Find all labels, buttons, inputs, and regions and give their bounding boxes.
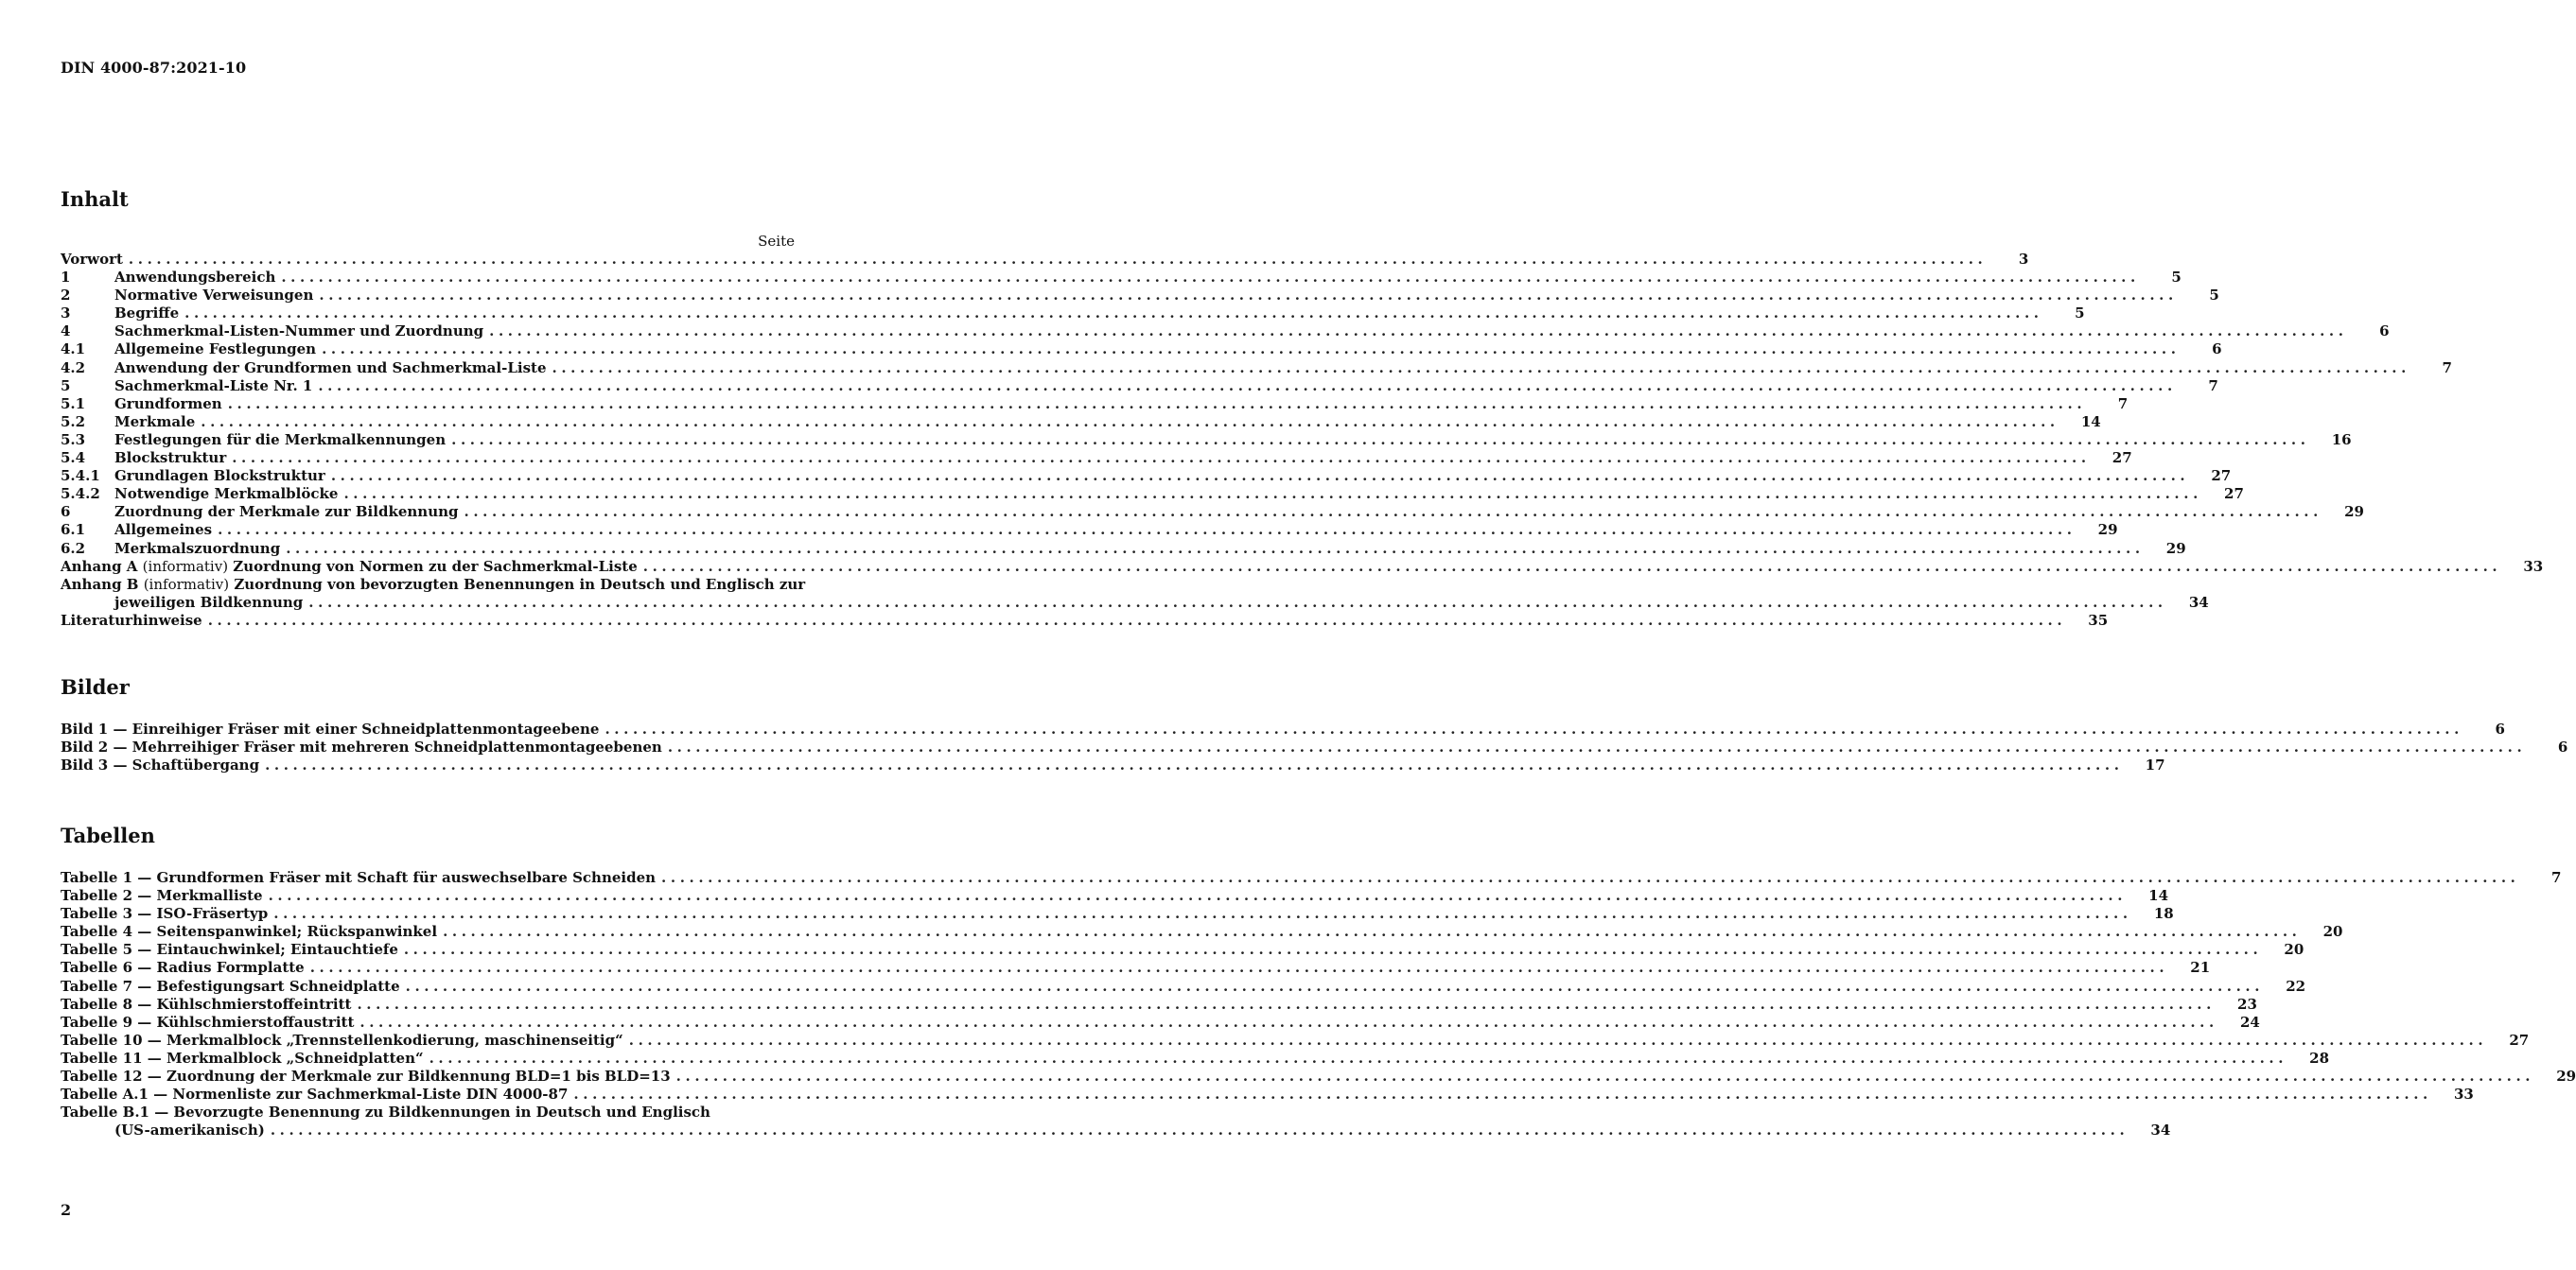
toc-entry-title: Normative Verweisungen (114, 287, 314, 304)
toc-entry-title: Bild 3 — Schaftübergang (61, 757, 260, 774)
toc-entry[interactable] (61, 503, 2364, 521)
toc-section-number: 6.1 (61, 521, 86, 539)
leader-dots: ........................................................................................................................................................................................................ (232, 449, 2091, 467)
tabelle-entry[interactable] (61, 959, 2211, 977)
tabelle-entry[interactable] (61, 941, 2304, 959)
toc-page-number: 29 (2097, 521, 2118, 539)
toc-section-number: 5 (61, 376, 71, 394)
leader-dots: ........................................................................................................................................................................................................ (357, 995, 2216, 1013)
toc-entry-title: Tabelle 6 — Radius Formplatte (61, 959, 305, 977)
toc-page-number: 5 (2209, 287, 2219, 304)
toc-page-number: 18 (2153, 905, 2174, 923)
toc-entry-title: Allgemeines (114, 521, 213, 539)
leader-dots: ........................................................................................................................................................................................................ (429, 1049, 2288, 1067)
leader-dots: ........................................................................................................................................................................................................ (184, 304, 2043, 322)
toc-page-number: 6 (2212, 340, 2222, 358)
leader-dots: ........................................................................................................................................................................................................ (270, 1122, 2129, 1140)
leader-dots: ........................................................................................................................................................................................................ (309, 959, 2169, 977)
toc-entry[interactable] (61, 430, 2352, 449)
toc-page-number: 33 (2453, 1086, 2474, 1104)
toc-entry-title: Tabelle 1 — Grundformen Fräser mit Schaft für auswechselbare Schneiden (61, 869, 657, 886)
heading-bilder: Bilder (61, 675, 130, 699)
leader-dots: ........................................................................................................................................................................................................ (273, 905, 2132, 923)
heading-inhalt: Inhalt (61, 187, 129, 211)
toc-entry-title: Allgemeine Festlegungen (114, 340, 317, 358)
tabelle-entry[interactable] (61, 1068, 2576, 1086)
toc-page-number: 16 (2331, 430, 2352, 448)
toc-section-number: 4.1 (61, 340, 86, 358)
bild-entry[interactable] (61, 739, 2568, 757)
toc-entry[interactable] (61, 358, 2452, 377)
leader-dots: ........................................................................................................................................................................................................ (319, 287, 2178, 304)
tabelle-entry[interactable] (61, 995, 2257, 1014)
toc-page-number: 14 (2080, 412, 2101, 430)
tabelle-entry[interactable] (61, 923, 2343, 941)
leader-dots: ........................................................................................................................................................................................................ (207, 611, 2067, 629)
anhang-b-prefix: Anhang B (61, 575, 139, 593)
toc-page-number: 7 (2551, 869, 2562, 886)
toc-entry-title: Tabelle 4 — Seitenspanwinkel; Rückspanwinkel (61, 923, 438, 941)
toc-entry[interactable] (61, 340, 2222, 358)
leader-dots: ........................................................................................................................................................................................................ (286, 539, 2145, 557)
toc-entry-title: Tabelle A.1 — Normenliste zur Sachmerkmal-Liste DIN 4000-87 (61, 1086, 569, 1104)
toc-page-number: 33 (2523, 557, 2544, 575)
toc-page-number: 34 (2150, 1122, 2171, 1140)
toc-entry[interactable] (61, 539, 2186, 558)
toc-entry[interactable] (61, 394, 2129, 413)
toc-entry-anhang-b[interactable] (61, 575, 806, 594)
leader-dots: ........................................................................................................................................................................................................ (281, 269, 2140, 287)
leader-dots: ........................................................................................................................................................................................................ (405, 977, 2265, 995)
toc-entry-tabelle-b1[interactable] (61, 1104, 795, 1122)
toc-section-number: 1 (61, 269, 71, 287)
toc-section-number: 6.2 (61, 539, 86, 557)
toc-entry-anhang-a[interactable] (61, 557, 2544, 576)
anhang-b-title-line2: jeweiligen Bildkennung (114, 593, 304, 611)
toc-entry-title: Merkmale (114, 412, 196, 430)
toc-section-number: 6 (61, 503, 71, 521)
toc-entry-title: Tabelle 9 — Kühlschmierstoffaustritt (61, 1013, 355, 1031)
tabelle-b1-title-line2: (US-amerikanisch) (114, 1122, 265, 1140)
leader-dots: ........................................................................................................................................................................................................ (661, 869, 2520, 886)
toc-entry[interactable] (61, 521, 2118, 539)
toc-section-number: 5.4 (61, 449, 86, 467)
literatur-title: Literaturhinweise (61, 611, 202, 629)
toc-entry-title: Tabelle 12 — Zuordnung der Merkmale zur Bildkennung BLD=1 bis BLD=13 (61, 1068, 671, 1086)
leader-dots: ........................................................................................................................................................................................................ (322, 340, 2181, 358)
toc-entry-title: Zuordnung der Merkmale zur Bildkennung (114, 503, 459, 521)
toc-section-number: 5.4.2 (61, 485, 100, 503)
toc-page-number: 23 (2237, 995, 2257, 1013)
toc-entry[interactable] (61, 304, 2085, 322)
toc-entry-title: Grundlagen Blockstruktur (114, 467, 325, 485)
leader-dots: ........................................................................................................................................................................................................ (268, 887, 2128, 905)
tabelle-entry[interactable] (61, 869, 2562, 887)
bild-entry[interactable] (61, 721, 2505, 739)
toc-entry-title: Tabelle 7 — Befestigungsart Schneidplatte (61, 977, 400, 995)
leader-dots: ........................................................................................................................................................................................................ (552, 358, 2410, 376)
leader-dots: ........................................................................................................................................................................................................ (318, 376, 2177, 394)
toc-entry[interactable] (61, 376, 2218, 395)
toc-entry-anhang-b-cont[interactable] (61, 593, 2209, 612)
toc-section-number: 2 (61, 287, 71, 304)
toc-entry-title: Grundformen (114, 394, 222, 412)
toc-page-number: 28 (2309, 1049, 2330, 1067)
heading-tabellen: Tabellen (61, 824, 155, 847)
toc-page-number: 22 (2286, 977, 2306, 995)
toc-page-number: 3 (2018, 251, 2029, 268)
toc-tabellen (61, 869, 2576, 1140)
page-number: 2 (61, 1201, 72, 1219)
leader-dots: ........................................................................................................................................................................................................ (265, 757, 2124, 774)
toc-page-number: 29 (2344, 503, 2364, 521)
leader-dots: ........................................................................................................................................................................................................ (403, 941, 2263, 959)
leader-dots: ........................................................................................................................................................................................................ (489, 322, 2348, 340)
toc-entry-title: Anwendungsbereich (114, 269, 276, 287)
toc-entry-title: Tabelle 3 — ISO-Fräsertyp (61, 905, 269, 923)
anhang-b-title-line1: Zuordnung von bevorzugten Benennungen in Deutsch und Englisch zur (234, 575, 806, 593)
tabelle-entry[interactable] (61, 1031, 2530, 1050)
toc-entry-title: Sachmerkmal-Liste Nr. 1 (114, 376, 313, 394)
leader-dots: ........................................................................................................................................................................................................ (605, 721, 2463, 738)
toc-page-number: 7 (2208, 376, 2218, 394)
toc-section-number: 5.4.1 (61, 467, 100, 485)
toc-entry-title: Vorwort (61, 251, 123, 268)
toc-section-number: 4 (61, 322, 71, 340)
toc-section-number: 3 (61, 304, 71, 322)
leader-dots: ........................................................................................................................................................................................................ (451, 430, 2310, 448)
toc-entry[interactable] (61, 412, 2101, 431)
leader-dots: ........................................................................................................................................................................................................ (443, 923, 2302, 941)
tabelle-entry[interactable] (61, 887, 2169, 905)
leader-dots: ........................................................................................................................................................................................................ (218, 521, 2077, 539)
toc-section-number: 5.1 (61, 394, 86, 412)
toc-entry-title: Tabelle 2 — Merkmalliste (61, 887, 263, 905)
leader-dots: ........................................................................................................................................................................................................ (227, 394, 2087, 412)
toc-entry[interactable] (61, 269, 2182, 287)
leader-dots: ........................................................................................................................................................................................................ (128, 251, 1988, 268)
toc-page-number: 29 (2165, 539, 2186, 557)
toc-entry-title: Tabelle 5 — Eintauchwinkel; Eintauchtiefe (61, 941, 398, 959)
leader-dots: ........................................................................................................................................................................................................ (642, 557, 2502, 575)
toc-page-number: 29 (2556, 1068, 2576, 1086)
leader-dots: ........................................................................................................................................................................................................ (675, 1068, 2535, 1086)
tabelle-entry[interactable] (61, 977, 2306, 996)
toc-page-number: 34 (2188, 593, 2209, 611)
toc-page-number: 6 (2557, 739, 2568, 757)
toc-page-number: 7 (2117, 394, 2129, 412)
toc-entry[interactable] (61, 287, 2219, 304)
toc-entry[interactable] (61, 467, 2232, 485)
anhang-a-title: Zuordnung von Normen zu der Sachmerkmal-Liste (233, 557, 638, 575)
toc-entry-tabelle-b1-cont[interactable] (61, 1122, 2171, 1140)
toc-section-number: 5.3 (61, 430, 86, 448)
leader-dots: ........................................................................................................................................................................................................ (628, 1031, 2488, 1049)
leader-dots: ........................................................................................................................................................................................................ (201, 412, 2059, 430)
toc-entry-title: Tabelle 8 — Kühlschmierstoffeintritt (61, 995, 352, 1013)
seite-label: Seite (758, 233, 795, 250)
toc-page-number: 5 (2075, 304, 2085, 322)
toc-page-number: 21 (2190, 959, 2211, 977)
toc-entry-title: Tabelle 10 — Merkmalblock „Trennstellenkodierung, maschinenseitig“ (61, 1031, 623, 1049)
toc-page-number: 27 (2509, 1031, 2530, 1049)
leader-dots: ........................................................................................................................................................................................................ (573, 1086, 2432, 1104)
toc-bilder (61, 721, 2568, 774)
anhang-b-informativ: (informativ) (143, 575, 230, 593)
toc-entry[interactable] (61, 251, 2029, 269)
toc-entry-title: Notwendige Merkmalblöcke (114, 485, 339, 503)
tabelle-entry[interactable] (61, 1013, 2260, 1032)
tabelle-entry[interactable] (61, 905, 2174, 923)
toc-page-number: 7 (2442, 358, 2452, 376)
toc-page-number: 20 (2322, 923, 2343, 941)
toc-entry[interactable] (61, 449, 2132, 467)
toc-entry[interactable] (61, 322, 2390, 340)
toc-entry-title: Festlegungen für die Merkmalkennungen (114, 430, 447, 448)
leader-dots: ........................................................................................................................................................................................................ (667, 739, 2527, 757)
toc-section-number: 5.2 (61, 412, 86, 430)
toc-page-number: 17 (2145, 757, 2165, 774)
toc-page-number: 14 (2148, 887, 2169, 905)
toc-page-number: 5 (2171, 269, 2182, 287)
toc-entry-title: Tabelle 11 — Merkmalblock „Schneidplatten“ (61, 1049, 424, 1067)
leader-dots: ........................................................................................................................................................................................................ (464, 503, 2322, 521)
anhang-a-prefix: Anhang A (61, 557, 138, 575)
anhang-a-informativ: (informativ) (142, 557, 229, 575)
leader-dots: ........................................................................................................................................................................................................ (359, 1013, 2218, 1031)
toc-page-number: 20 (2284, 941, 2304, 959)
toc-inhalt (61, 251, 2544, 630)
leader-dots: ........................................................................................................................................................................................................ (330, 467, 2190, 485)
toc-entry-title: Bild 1 — Einreihiger Fräser mit einer Schneidplattenmontageebene (61, 721, 600, 738)
toc-section-number: 4.2 (61, 358, 86, 376)
leader-dots: ........................................................................................................................................................................................................ (343, 485, 2202, 503)
tabelle-entry[interactable] (61, 1049, 2330, 1068)
toc-entry-title: Begriffe (114, 304, 180, 322)
toc-page-number: 27 (2224, 485, 2244, 503)
toc-page-number: 24 (2239, 1013, 2260, 1031)
toc-entry-title: Anwendung der Grundformen und Sachmerkmal-Liste (114, 358, 547, 376)
toc-entry-literatur[interactable] (61, 611, 2109, 630)
toc-entry-title: Bild 2 — Mehrreihiger Fräser mit mehreren Schneidplattenmontageebenen (61, 739, 662, 757)
toc-page-number: 6 (2495, 721, 2505, 738)
toc-page-number: 27 (2211, 467, 2232, 485)
toc-page-number: 6 (2379, 322, 2390, 340)
tabelle-b1-title-line1: Tabelle B.1 — Bevorzugte Benennung zu Bildkennungen in Deutsch und Englisch (61, 1104, 710, 1122)
toc-entry-title: Sachmerkmal-Listen-Nummer und Zuordnung (114, 322, 484, 340)
toc-entry[interactable] (61, 485, 2244, 503)
toc-entry-title: Blockstruktur (114, 449, 227, 467)
toc-entry-title: Merkmalszuordnung (114, 539, 281, 557)
toc-page-number: 35 (2088, 611, 2109, 629)
toc-page-number: 27 (2112, 449, 2132, 467)
leader-dots: ........................................................................................................................................................................................................ (308, 593, 2167, 611)
bild-entry[interactable] (61, 757, 2165, 774)
document-id: DIN 4000-87:2021-10 (61, 59, 247, 77)
tabelle-entry[interactable] (61, 1086, 2474, 1104)
